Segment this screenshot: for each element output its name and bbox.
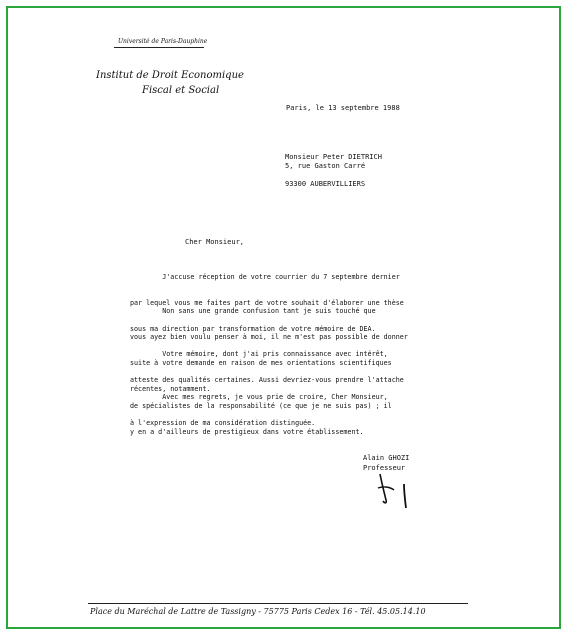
paragraph-line: atteste des qualités certaines. Aussi devriez-vous prendre l'attache [130,375,404,384]
signatory-title: Professeur [363,464,406,472]
institute-name: Institut de Droit Economique [96,70,244,81]
salutation: Cher Monsieur, [185,238,245,246]
signatory-name: Alain GHOZI [363,454,410,462]
paragraph-line: Avec mes regrets, je vous prie de croire, Cher Monsieur, [130,393,388,402]
paragraph-line: Non sans une grande confusion tant je suis touché que [130,307,376,316]
paragraph-line: vous ayez bien voulu penser à moi, il ne m'est pas possible de donner [130,332,408,341]
recipient-name: Monsieur Peter DIETRICH [285,153,382,161]
paragraph-line: par lequel vous me faites part de votre souhait d'élaborer une thèse [130,298,404,307]
paragraph-line: suite à votre demande en raison de mes orientations scientifiques [130,358,392,367]
handwritten-signature [370,470,420,512]
paragraph-line: à l'expression de ma considération distinguée. [130,418,316,427]
paragraph-4 [130,376,388,445]
university-underline [114,47,204,48]
footer-address: Place du Maréchal de Lattre de Tassigny - 75775 Paris Cedex 16 - Tél. 45.05.14.10 [90,607,426,616]
footer-rule [88,603,468,604]
paragraph-line: sous ma direction par transformation de votre mémoire de DEA. [130,324,376,333]
recipient-street: 5, rue Gaston Carré [285,162,366,170]
date-line: Paris, le 13 septembre 1988 [286,104,400,112]
recipient-city: 93300 AUBERVILLIERS [285,180,366,188]
paragraph-line: Votre mémoire, dont j'ai pris connaissance avec intérêt, [130,350,388,359]
letter-page [8,8,559,627]
paragraph-line: de spécialistes de la responsabilité (ce que je ne suis pas) ; il [130,401,392,410]
institute-subtitle: Fiscal et Social [142,85,220,96]
university-name: Université de Paris-Dauphine [118,38,208,45]
paragraph-line: y en a d'ailleurs de prestigieux dans votre établissement. [130,427,364,436]
paragraph-line: récentes, notamment. [130,384,211,393]
paragraph-line: J'accuse réception de votre courrier du 7 septembre dernier [130,273,400,282]
